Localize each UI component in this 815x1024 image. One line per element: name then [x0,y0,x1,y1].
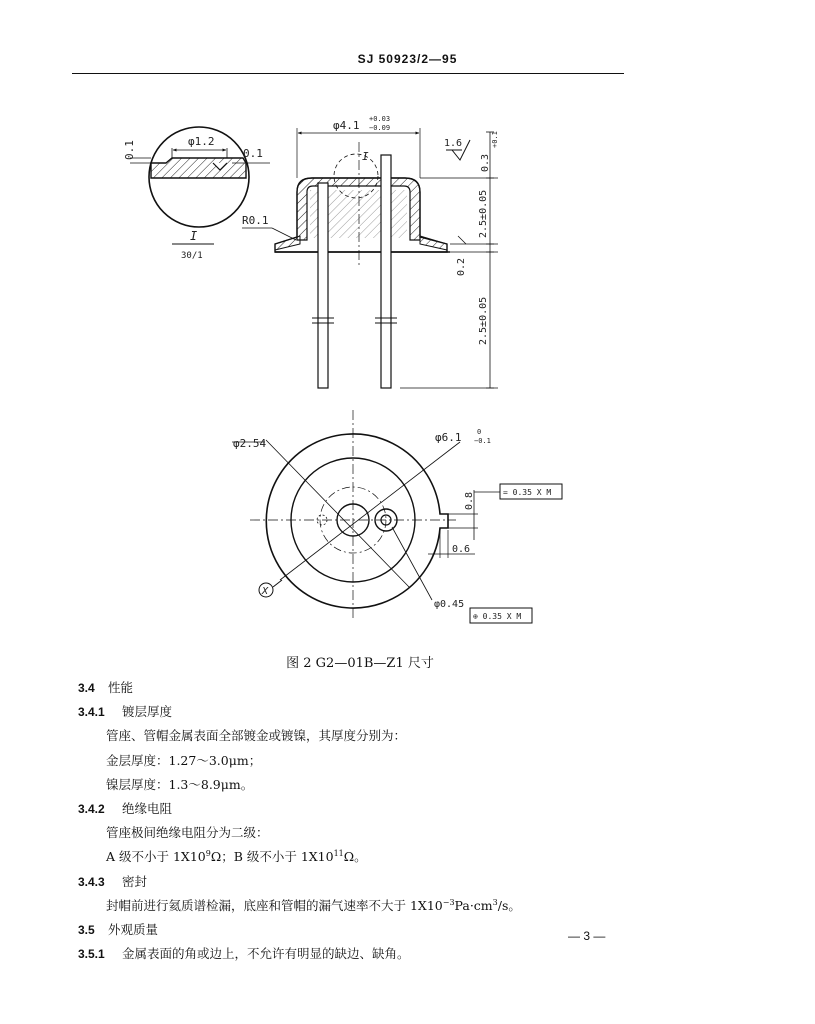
paragraph-leak-rate [78,894,638,918]
side-fillet: R0.1 [242,214,269,227]
paragraph: 管座、管帽金属表面全部镀金或镀镍，其厚度分别为： [106,728,407,744]
paragraph: 管座极间绝缘电阻分为二级： [106,825,269,841]
section-title: 镀层厚度 [122,704,173,720]
section-number: 3.4.3 [78,874,105,889]
section-title: 金属表面的角或边上，不允许有明显的缺边、缺角。 [122,946,410,962]
side-dim-height: 2.5±0.05 [478,189,489,238]
detail-label: I [190,229,198,243]
side-dim-top-tol-small: +0.1 [491,131,499,148]
detail-dim-width: φ1.2 [188,135,215,148]
top-dim-pin: φ0.45 [434,599,465,610]
section-number: 3.5 [78,923,95,938]
top-ftc-lower: ⊕ 0.35 X M [473,612,522,621]
top-view [232,410,562,623]
top-ftc-upper: = 0.35 X M [503,488,552,497]
side-view [242,115,499,388]
paragraph-resistance [78,845,638,869]
exponent: −3 [442,897,455,907]
text-run: A 级不小于 1X10 [106,849,206,865]
side-dim-cap-tol-upper: +0.03 [369,115,391,123]
top-dim-base-tol-upper: 0 [477,428,482,436]
side-dim-cap-tol-lower: −0.09 [369,124,391,132]
side-dim-top-tol: 0.3 [480,153,491,172]
section-title: 性能 [108,680,134,695]
body-text [78,676,638,966]
top-dim-notch-depth: 0.8 [464,491,475,510]
text-run: Pa·cm [454,897,493,913]
text-run: /s。 [497,897,521,913]
section-3-5-1 [78,942,638,966]
section-title: 外观质量 [108,922,159,938]
section-3-4-3 [78,870,638,894]
side-roughness: 1.6 [444,138,463,149]
paragraph: 金层厚度：1.27～3.0μm； [106,752,262,768]
text-run: Ω；B 级不小于 1X10 [210,849,334,865]
exponent: 11 [333,849,344,859]
section-3-4-1 [78,700,638,724]
page-number: — 3 — [568,929,606,943]
exponent: 9 [205,849,211,859]
section-number: 3.4.2 [78,802,105,817]
paragraph: 镍层厚度：1.3～8.9μm。 [106,776,254,792]
detail-dim-groove: 0.1 [243,147,263,160]
detail-view [123,127,270,261]
top-datum: X [262,586,269,597]
section-title: 绝缘电阻 [122,801,173,817]
top-dim-pitch: φ2.54 [233,437,267,450]
detail-scale: 30/1 [181,251,203,261]
exponent: 3 [492,897,498,907]
detail-dim-depth: 0.1 [123,140,136,160]
top-dim-base-diameter: φ6.1 [435,431,462,444]
top-dim-notch-width: 0.6 [452,544,471,555]
figure-caption: 图 2 G2—01B—Z1 尺寸 [286,656,434,671]
side-detail-ref: I [362,150,369,163]
section-number: 3.4.1 [78,705,105,720]
text-run: Ω。 [343,849,367,865]
section-number: 3.5.1 [78,947,105,962]
side-dim-flange: 0.2 [456,257,467,276]
section-number: 3.4 [78,681,95,695]
side-dim-lead: 2.5±0.05 [478,296,489,345]
section-3-4 [78,676,638,700]
side-dim-cap-diameter: φ4.1 [333,119,360,132]
text-run: 封帽前进行氦质谱检漏，底座和管帽的漏气速率不大于 1X10 [106,897,443,913]
top-dim-base-tol-lower: −0.1 [474,437,491,445]
standard-number-header: SJ 50923/2—95 [357,52,458,66]
section-3-5 [78,918,638,942]
section-title: 密封 [122,873,148,889]
section-3-4-2 [78,797,638,821]
